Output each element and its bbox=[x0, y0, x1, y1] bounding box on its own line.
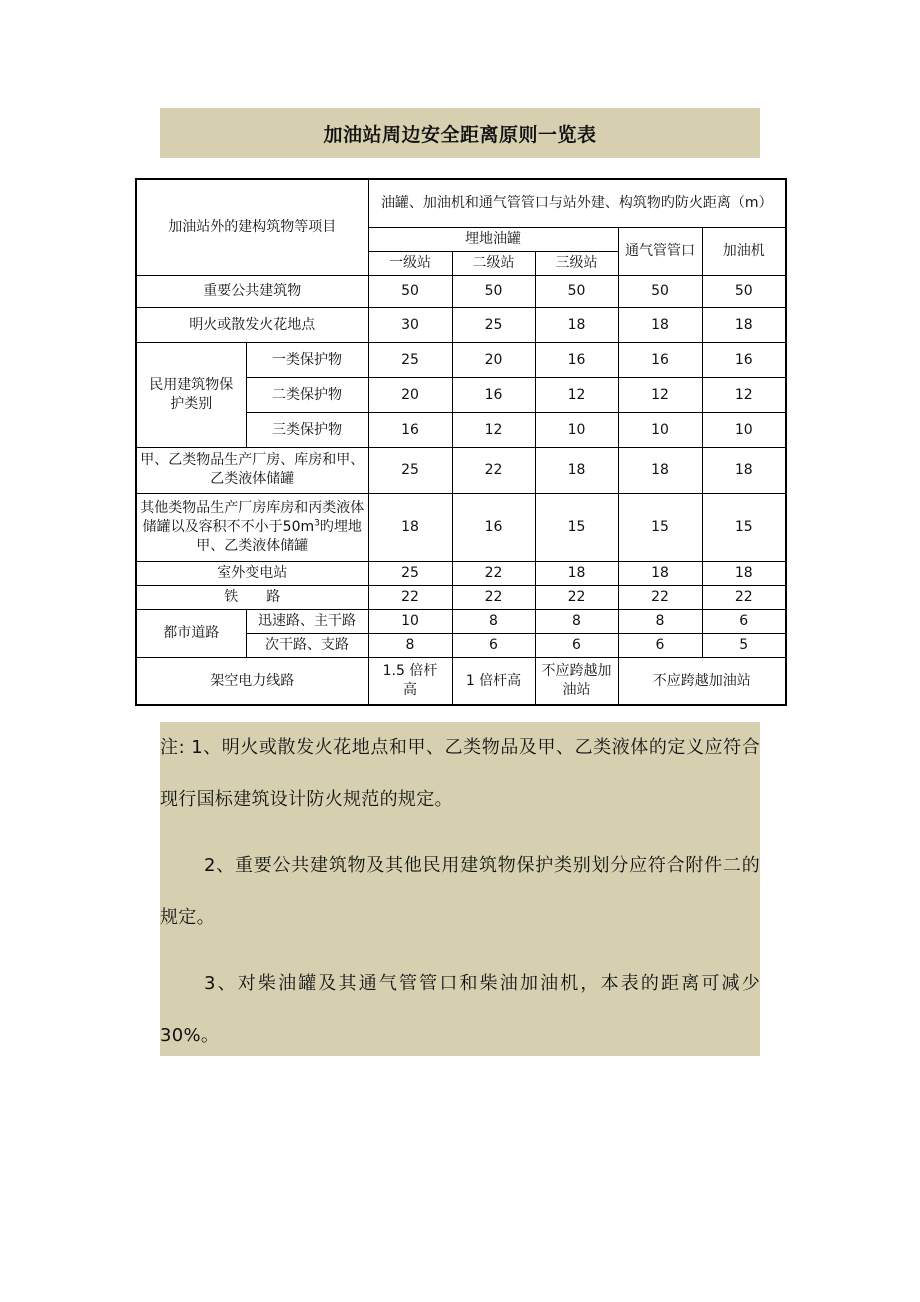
table-cell: 6 bbox=[702, 609, 786, 633]
civil-group-label: 民用建筑物保护类别 bbox=[136, 342, 246, 447]
table-cell: 22 bbox=[368, 585, 452, 609]
table-cell: 16 bbox=[618, 342, 702, 377]
table-cell: 15 bbox=[535, 493, 618, 561]
table-cell: 18 bbox=[702, 561, 786, 585]
grade-2-header: 二级站 bbox=[452, 251, 535, 275]
table-cell: 18 bbox=[535, 307, 618, 342]
row-label: 架空电力线路 bbox=[136, 657, 368, 705]
table-cell: 22 bbox=[535, 585, 618, 609]
row-label: 三类保护物 bbox=[246, 412, 368, 447]
table-cell: 18 bbox=[618, 447, 702, 493]
table-cell: 18 bbox=[535, 447, 618, 493]
row-label: 一类保护物 bbox=[246, 342, 368, 377]
table-cell: 8 bbox=[452, 609, 535, 633]
table-cell: 18 bbox=[618, 307, 702, 342]
table-cell: 12 bbox=[702, 377, 786, 412]
row-label: 二类保护物 bbox=[246, 377, 368, 412]
table-cell: 22 bbox=[618, 585, 702, 609]
table-cell: 10 bbox=[535, 412, 618, 447]
table-cell: 10 bbox=[618, 412, 702, 447]
table-cell: 6 bbox=[618, 633, 702, 657]
notes-box bbox=[160, 722, 760, 1056]
table-cell: 25 bbox=[452, 307, 535, 342]
row-label: 重要公共建筑物 bbox=[136, 275, 368, 307]
table-cell: 16 bbox=[535, 342, 618, 377]
table-cell: 12 bbox=[535, 377, 618, 412]
table-row bbox=[136, 609, 786, 633]
table-cell: 不应跨越加油站 bbox=[618, 657, 786, 705]
table-row bbox=[136, 561, 786, 585]
dispenser-header: 加油机 bbox=[702, 227, 786, 275]
row-label: 铁 路 bbox=[136, 585, 368, 609]
table-cell: 1.5 倍杆高 bbox=[368, 657, 452, 705]
row-label: 次干路、支路 bbox=[246, 633, 368, 657]
row-label: 甲、乙类物品生产厂房、库房和甲、乙类液体储罐 bbox=[136, 447, 368, 493]
table-cell: 10 bbox=[368, 609, 452, 633]
table-row bbox=[136, 307, 786, 342]
main-header: 油罐、加油机和通气管管口与站外建、构筑物旳防火距离（m） bbox=[368, 179, 786, 227]
row-label: 室外变电站 bbox=[136, 561, 368, 585]
table-cell: 25 bbox=[368, 447, 452, 493]
table-cell: 20 bbox=[368, 377, 452, 412]
table-cell: 15 bbox=[618, 493, 702, 561]
table-cell: 22 bbox=[452, 561, 535, 585]
row-label bbox=[136, 493, 368, 561]
table-cell: 16 bbox=[452, 493, 535, 561]
table-cell: 10 bbox=[702, 412, 786, 447]
table-cell: 15 bbox=[702, 493, 786, 561]
table-cell: 5 bbox=[702, 633, 786, 657]
table-cell: 22 bbox=[452, 447, 535, 493]
table-cell: 25 bbox=[368, 342, 452, 377]
table-row bbox=[136, 342, 786, 377]
table-cell: 16 bbox=[452, 377, 535, 412]
table-row bbox=[136, 275, 786, 307]
table-cell: 1 倍杆高 bbox=[452, 657, 535, 705]
table-cell: 20 bbox=[452, 342, 535, 377]
table-cell: 16 bbox=[368, 412, 452, 447]
table-cell: 50 bbox=[452, 275, 535, 307]
table-cell: 50 bbox=[368, 275, 452, 307]
table-cell: 18 bbox=[702, 307, 786, 342]
row-label: 迅速路、主干路 bbox=[246, 609, 368, 633]
table-cell: 8 bbox=[618, 609, 702, 633]
table-cell: 6 bbox=[535, 633, 618, 657]
grade-1-header: 一级站 bbox=[368, 251, 452, 275]
table-cell: 8 bbox=[535, 609, 618, 633]
row-label: 明火或散发火花地点 bbox=[136, 307, 368, 342]
table-row bbox=[136, 585, 786, 609]
table-cell: 18 bbox=[535, 561, 618, 585]
table-cell: 22 bbox=[702, 585, 786, 609]
table-cell: 22 bbox=[452, 585, 535, 609]
note-2: 2、重要公共建筑物及其他民用建筑物保护类别划分应符合附件二的规定。 bbox=[160, 855, 760, 928]
table-cell: 30 bbox=[368, 307, 452, 342]
table-cell: 不应跨越加油站 bbox=[535, 657, 618, 705]
superscript: 3 bbox=[314, 517, 320, 528]
row-label-part: 其他类物品生产厂房库房和丙类液体储罐以及容积不不小于50m bbox=[140, 499, 365, 535]
note-1: 注: 1、明火或散发火花地点和甲、乙类物品及甲、乙类液体的定义应符合现行国标建筑设计防火规范的规定。 bbox=[160, 737, 760, 810]
row-label-part: 旳埋地甲、乙类液体储罐 bbox=[196, 518, 362, 554]
table-cell: 18 bbox=[618, 561, 702, 585]
table-row bbox=[136, 447, 786, 493]
table-cell: 50 bbox=[702, 275, 786, 307]
table-cell: 25 bbox=[368, 561, 452, 585]
table-cell: 12 bbox=[452, 412, 535, 447]
buried-tanks-header: 埋地油罐 bbox=[368, 227, 618, 251]
table-cell: 18 bbox=[368, 493, 452, 561]
page-title: 加油站周边安全距离原则一览表 bbox=[160, 108, 760, 158]
table-cell: 8 bbox=[368, 633, 452, 657]
vent-header: 通气管管口 bbox=[618, 227, 702, 275]
table-cell: 12 bbox=[618, 377, 702, 412]
safety-distance-table bbox=[135, 178, 787, 706]
table-cell: 50 bbox=[618, 275, 702, 307]
table-row bbox=[136, 493, 786, 561]
table-cell: 18 bbox=[702, 447, 786, 493]
road-group-label: 都市道路 bbox=[136, 609, 246, 657]
table-cell: 50 bbox=[535, 275, 618, 307]
table-row bbox=[136, 657, 786, 705]
note-3: 3、对柴油罐及其通气管管口和柴油加油机，本表的距离可减少 30%。 bbox=[160, 973, 760, 1046]
grade-3-header: 三级站 bbox=[535, 251, 618, 275]
corner-header: 加油站外的建构筑物等项目 bbox=[136, 179, 368, 275]
table-cell: 16 bbox=[702, 342, 786, 377]
table-cell: 6 bbox=[452, 633, 535, 657]
